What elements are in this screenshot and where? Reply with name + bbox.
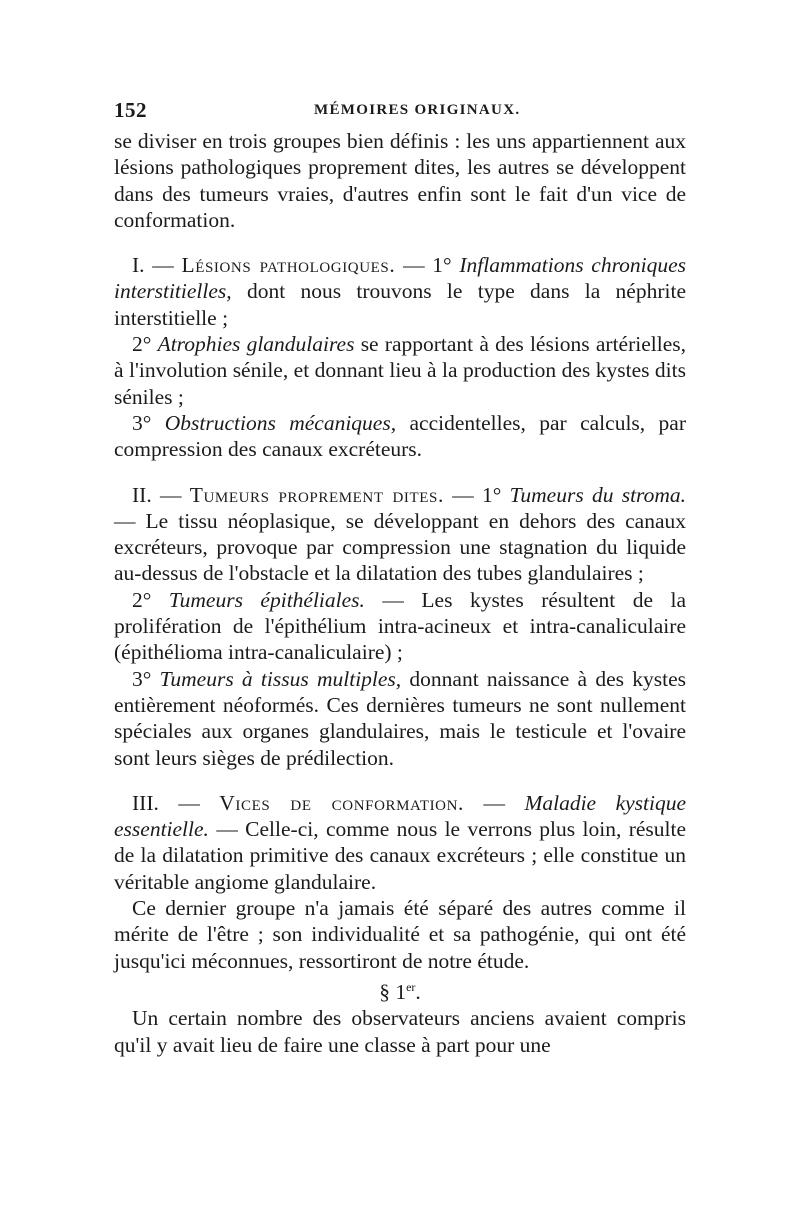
section-2-heading-paragraph [114, 482, 686, 587]
body-text [114, 128, 686, 1058]
section-2-item-1-number: 1° [482, 482, 502, 507]
section-1-heading-paragraph [114, 252, 686, 331]
section-2-item-3-number: 3° [132, 666, 152, 691]
section-1-item-2-title: Atrophies glandulaires [157, 332, 355, 357]
section-2-dash: — [443, 482, 482, 507]
section-2-item-2 [114, 587, 686, 666]
section-2-item-1-text: — Le tissu néoplasique, se développant en dehors des canaux excréteurs, provoque par compression une stagnation du liquide au-dessus de l'obstacle et la dilatation des tubes glandulaires ; [114, 508, 686, 586]
section-2-item-2-title: Tumeurs épithéliales. [168, 587, 365, 612]
section-3-numeral: III. — [132, 790, 200, 815]
section-mark-dot: . [415, 980, 421, 1005]
section-1-title: Lésions pathologiques. [181, 253, 396, 278]
section-1-dash: — [395, 253, 433, 278]
page-number: 152 [114, 98, 147, 122]
section-mark-symbol: § 1 [379, 980, 407, 1005]
running-head: MÉMOIRES ORIGINAUX. [314, 102, 521, 118]
section-1-item-3-number: 3° [132, 410, 152, 435]
section-3-dash: — [464, 790, 525, 815]
section-2-item-3-title: Tumeurs à tissus multiples, [159, 666, 402, 691]
final-paragraph: Un certain nombre des observateurs anciens avaient compris qu'il y avait lieu de faire une classe à part pour une [114, 1006, 686, 1057]
section-1-item-3-text: accidentelles, par calculs, par compression des canaux excréteurs. [114, 410, 686, 462]
section-1-item-3-title: Obstructions mécaniques, [164, 410, 397, 435]
section-mark [114, 974, 686, 1005]
section-1-item-1-title: Inflammations chroniques interstitielles, [114, 253, 687, 304]
section-1-item-2 [114, 331, 686, 410]
section-3-item-text: — Celle-ci, comme nous le verrons plus loin, résulte de la dilatation primitive des canaux excréteurs ; elle constitue un véritable angiome glandulaire. [114, 817, 687, 894]
section-1-item-3 [114, 410, 686, 463]
section-3-item-title: Maladie kystique essentielle. [114, 790, 687, 842]
intro-paragraph: se diviser en trois groupes bien définis : les uns appartiennent aux lésions pathologiques proprement dites, les autres se développent dans des tumeurs vraies, d'autres enfin sont le fait d'un vice de conformation. [114, 129, 686, 232]
section-2-item-2-number: 2° [132, 587, 152, 612]
section-1-item-2-number: 2° [132, 332, 152, 357]
section-2-title: Tumeurs proprement dites. [189, 482, 444, 507]
page-header [114, 98, 686, 124]
section-1-item-1-text: dont nous trouvons le type dans la néphrite interstitielle ; [114, 279, 686, 330]
section-2-item-3 [114, 666, 686, 771]
section-2-numeral: II. — [132, 482, 182, 507]
section-1-item-1-number: 1° [432, 253, 452, 278]
section-1-item-2-text: se rapportant à des lésions artérielles, à l'involution sénile, et donnant lieu à la production des kystes dits séniles ; [114, 332, 686, 409]
section-2-item-3-text: donnant naissance à des kystes entièrement néoformés. Ces dernières tumeurs ne sont nullement spéciales aux organes glandulaires, mais le testicule et l'ovaire sont leurs sièges de prédilection. [114, 666, 686, 770]
section-3-paragraph [114, 790, 686, 895]
section-mark-superscript: er [406, 979, 416, 994]
section-1-numeral: I. — [132, 253, 174, 278]
section-2-item-2-text: — Les kystes résultent de la prolifération de l'épithélium intra-acineux et intra-canaliculaire (épithélioma intra-canaliculaire) ; [114, 587, 687, 665]
closing-paragraph: Ce dernier groupe n'a jamais été séparé des autres comme il mérite de l'être ; son individualité et sa pathogénie, qui ont été jusqu'ici méconnues, ressortiront de notre étude. [114, 896, 686, 973]
section-3-title: Vices de conformation. [219, 790, 465, 815]
section-2-item-1-title: Tumeurs du stroma. [509, 482, 687, 507]
